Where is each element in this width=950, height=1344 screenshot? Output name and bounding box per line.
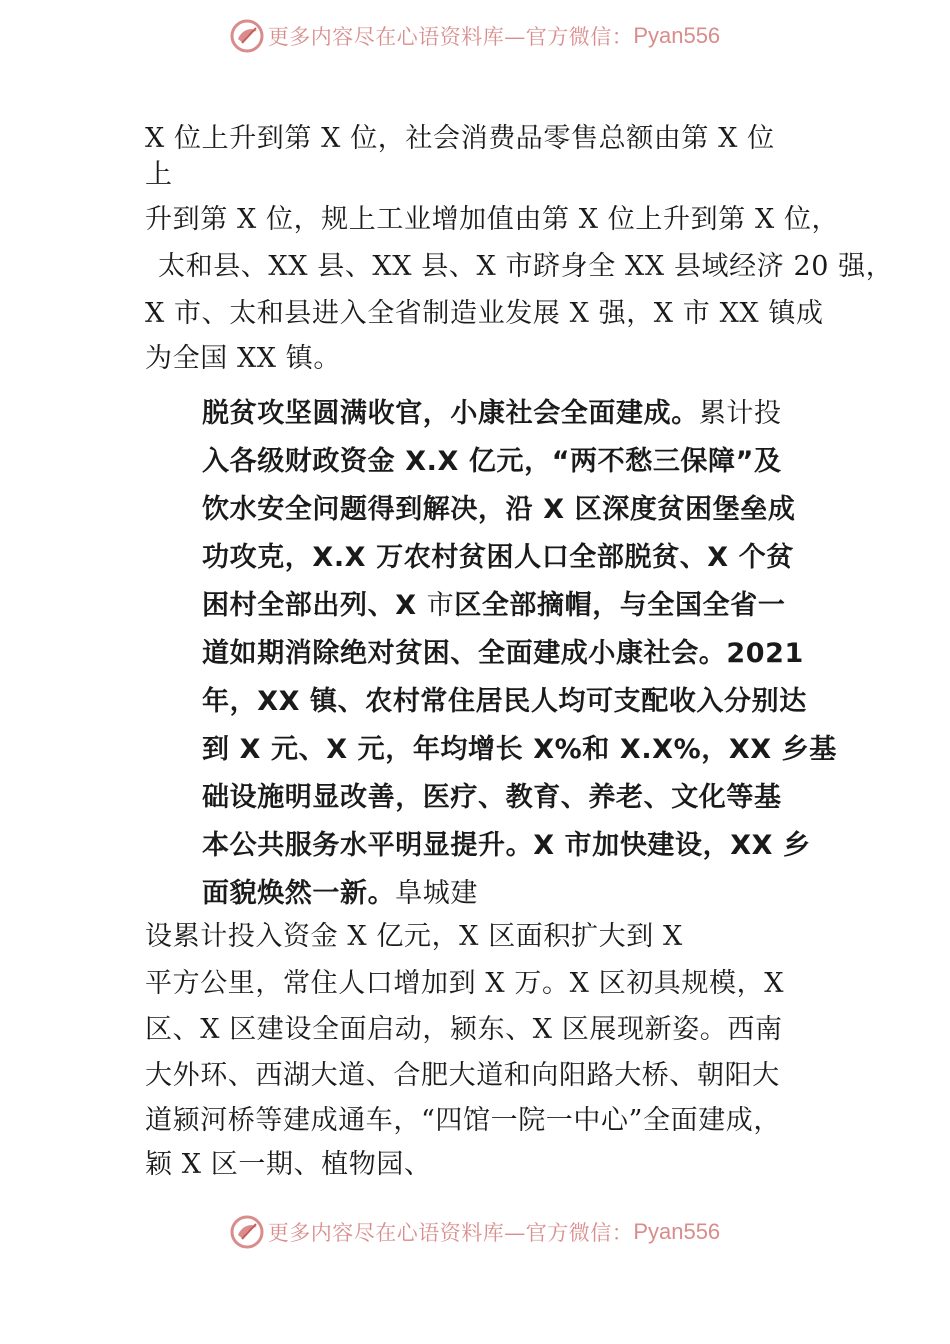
p2-line-5-b: 市: [426, 590, 455, 621]
p2-line-10: 本公共服务水平明显提升。X 市加快建设，XX 乡: [202, 830, 811, 861]
p2-line-3: 饮水安全问题得到解决，沿 X 区深度贫困堡垒成: [202, 494, 796, 525]
p1-line-1: X 位上升到第 X 位，社会消费品零售总额由第 X 位: [145, 123, 775, 154]
p3-line-3: 区、X 区建设全面启动，颍东、X 区展现新姿。西南: [145, 1014, 783, 1045]
p2-line-8: 到 X 元、X 元，年均增长 X%和 X.X%，XX 乡基: [202, 734, 837, 765]
p2-line-9: 础设施明显改善，医疗、教育、养老、文化等基: [202, 782, 782, 813]
p2-line-2: 入各级财政资金 X.X 亿元，“两不愁三保障”及: [202, 446, 782, 477]
p3-line-2: 平方公里，常住人口增加到 X 万。X 区初具规模，X: [145, 968, 785, 999]
footer-watermark-handle: Pyan556: [633, 1219, 721, 1244]
p3-line-1: 设累计投入资金 X 亿元，X 区面积扩大到 X: [145, 921, 683, 952]
p2-line-11-tail: 阜城建: [395, 878, 479, 909]
footer-watermark-text: 更多内容尽在心语资料库—官方微信：: [267, 1221, 634, 1245]
header-watermark-handle: Pyan556: [633, 23, 721, 48]
p3-line-6: 颖 X 区一期、植物园、: [145, 1149, 432, 1180]
p2-line-1: [202, 397, 782, 431]
p2-line-5-c: 区全部摘帽，与全国全省一: [454, 590, 786, 621]
p1-line-6: 为全国 XX 镇。: [145, 343, 342, 374]
p2-heading: 脱贫攻坚圆满收官，小康社会全面建成。: [202, 398, 699, 429]
p2-line-7: 年，XX 镇、农村常住居民人均可支配收入分别达: [202, 686, 807, 717]
header-watermark-text: 更多内容尽在心语资料库—官方微信：: [267, 25, 634, 49]
p2-line-4: 功攻克，X.X 万农村贫困人口全部脱贫、X 个贫: [202, 542, 794, 573]
p2-line-11: [202, 877, 478, 911]
p1-line-3: 升到第 X 位，规上工业增加值由第 X 位上升到第 X 位，: [145, 204, 840, 235]
p2-line-6: 道如期消除绝对贫困、全面建成小康社会。2021: [202, 638, 804, 669]
p1-line-5: X 市、太和县进入全省制造业发展 X 强，X 市 XX 镇成: [145, 298, 824, 329]
p3-line-4: 大外环、西湖大道、合肥大道和向阳路大桥、朝阳大: [145, 1060, 780, 1091]
p1-line-4: 太和县、XX 县、XX 县、X 市跻身全 XX 县域经济 20 强，: [158, 251, 894, 282]
footer-watermark-banner: [0, 1210, 950, 1254]
p1-line-2: 上: [145, 159, 173, 190]
logo-icon: [230, 1215, 264, 1249]
p2-line-5-a: 困村全部出列、X: [202, 590, 427, 621]
p2-line-5: [202, 589, 785, 623]
p3-line-5: 道颍河桥等建成通车，“四馆一院一中心”全面建成，: [145, 1105, 782, 1136]
p2-line-11-bold: 面貌焕然一新。: [202, 878, 396, 909]
p2-line-1-tail: 累计投: [698, 398, 782, 429]
